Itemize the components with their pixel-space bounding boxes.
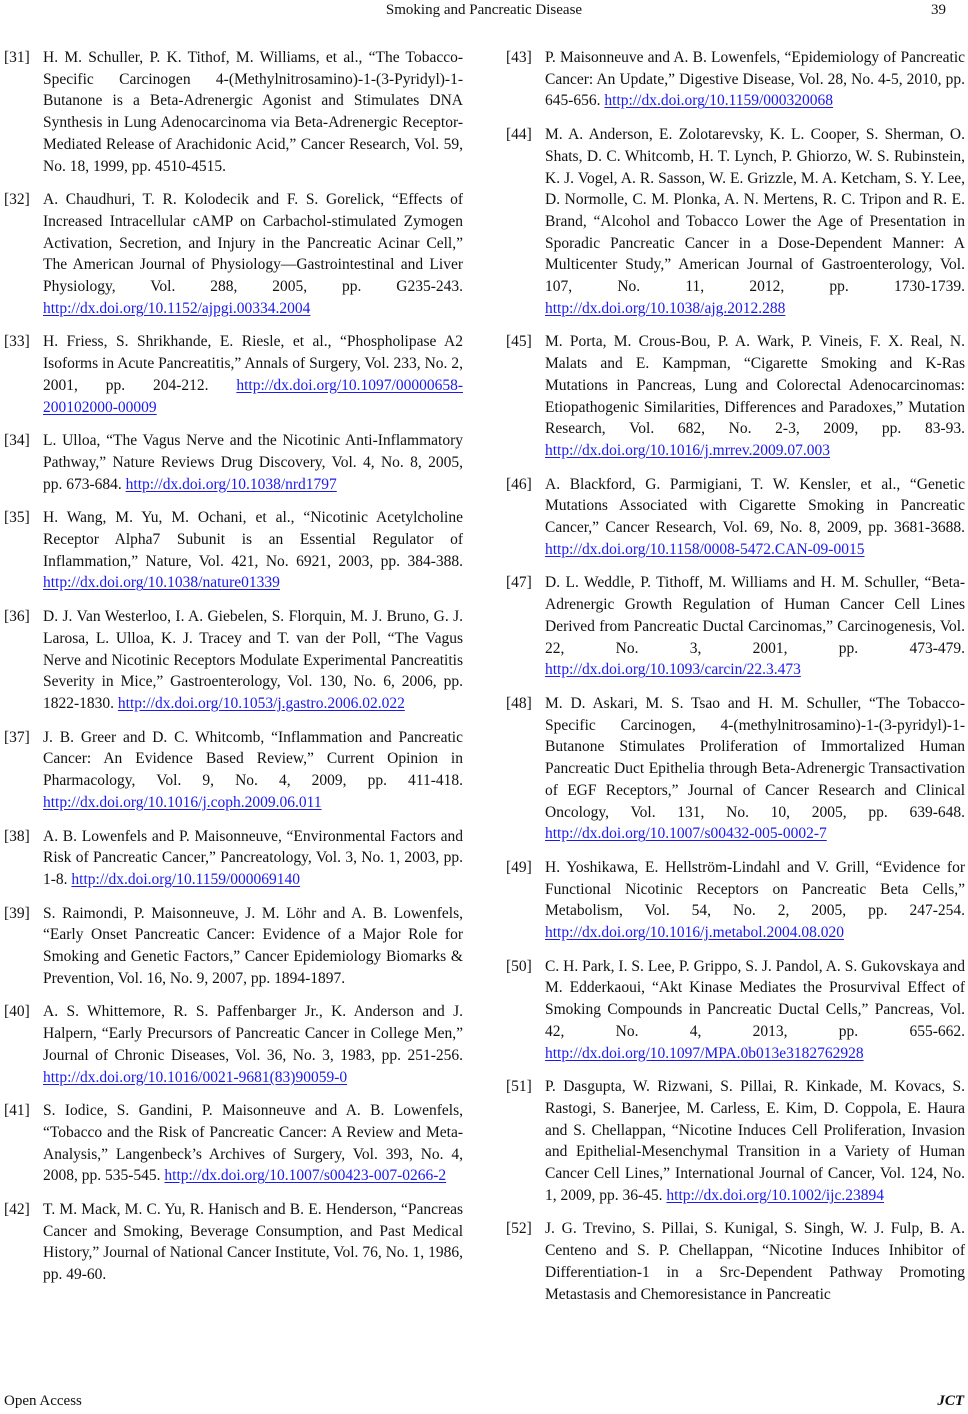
reference-text: M. Porta, M. Crous-Bou, P. A. Wark, P. Vineis, F. X. Real, N. Malats and E. Kampman, “Cigarette Smoking and K-Ras Mutations in Pancreas, Lung and Colorectal Adenocarcinomas: Etiopathogenic Similarities, Differences and Paradoxes,” Mutation Research, Vol. 682, No. 2-3, 2009, pp. 83-93.	[545, 333, 965, 438]
reference-doi-link[interactable]: http://dx.doi.org/10.1159/000069140	[71, 870, 301, 888]
reference-text: H. Friess, S. Shrikhande, E. Riesle, et al., “Phospholipase A2 Isoforms in Acute Pancreatitis,” Annals of Surgery, Vol. 233, No. 2, 2001, pp. 204-212.	[43, 333, 463, 394]
reference-doi-link[interactable]: http://dx.doi.org/10.1038/nature01339	[43, 574, 280, 592]
reference-number: [34]	[4, 432, 30, 450]
reference-text: P. Dasgupta, W. Rizwani, S. Pillai, R. Kinkade, M. Kovacs, S. Rastogi, S. Banerjee, M. Carless, E. Kim, D. Coppola, E. Haura and S. Chellappan, “Nicotine Induces Cell Proliferation, Invasion and Epithelial-Mesenchymal Transition in a Variety of Human Cancer Cell Lines,” International Journal of Cancer, Vol. 124, No. 1, 2009, pp. 36-45.	[545, 1078, 965, 1204]
reference-number: [51]	[506, 1078, 532, 1096]
reference-number: [45]	[506, 333, 532, 351]
reference-item	[4, 727, 463, 814]
reference-item	[4, 1100, 463, 1187]
reference-item	[4, 1199, 463, 1286]
reference-text: H. M. Schuller, P. K. Tithof, M. Williams, et al., “The Tobacco-Specific Carcinogen 4-(Methylnitrosamino)-1-(3-Pyridyl)-1-Butanone is a Beta-Adrenergic Agonist and Stimulates DNA Synthesis in Lung Adenocarcinoma via Beta-Adrenergic Receptor-Mediated Release of Arachidonic Acid,” Cancer Research, Vol. 59, No. 18, 1999, pp. 4510-4515.	[43, 49, 463, 175]
reference-text: D. L. Weddle, P. Tithoff, M. Williams and H. M. Schuller, “Beta-Adrenergic Growth Regulation of Human Cancer Cell Lines Derived from Pancreatic Ductal Carcinomas,” Carcinogenesis, Vol. 22, No. 3, 2001, pp. 473-479.	[545, 574, 965, 657]
reference-item	[506, 857, 965, 944]
page-footer	[0, 1390, 968, 1414]
reference-text: H. Yoshikawa, E. Hellström-Lindahl and V. Grill, “Evidence for Functional Nicotinic Receptors on Pancreatic Beta Cells,” Metabolism, Vol. 54, No. 2, 2005, pp. 247-254.	[545, 858, 965, 920]
reference-item	[4, 1001, 463, 1088]
reference-text: P. Maisonneuve and A. B. Lowenfels, “Epidemiology of Pancreatic Cancer: An Update,” Digestive Disease, Vol. 28, No. 4-5, 2010, pp. 645-656.	[545, 49, 965, 110]
reference-doi-link[interactable]: http://dx.doi.org/10.1016/j.metabol.2004.08.020	[545, 924, 844, 942]
reference-number: [46]	[506, 475, 532, 493]
reference-doi-link[interactable]: http://dx.doi.org/10.1038/nrd1797	[125, 475, 337, 493]
reference-item	[4, 331, 463, 418]
reference-doi-link[interactable]: http://dx.doi.org/10.1016/j.coph.2009.06.011	[43, 793, 322, 811]
reference-doi-link[interactable]: http://dx.doi.org/10.1002/ijc.23894	[666, 1186, 884, 1204]
reference-item	[506, 474, 965, 561]
reference-item	[506, 1218, 965, 1305]
reference-text: C. H. Park, I. S. Lee, P. Grippo, S. J. Pandol, A. S. Gukovskaya and M. Edderkaoui, “Akt Kinase Mediates the Prosurvival Effect of Smoking Compounds in Pancreatic Ductal Cells,” Pancreas, Vol. 42, No. 4, 2013, pp. 655-662.	[545, 957, 965, 1040]
reference-item	[4, 903, 463, 990]
reference-text: M. A. Anderson, E. Zolotarevsky, K. L. Cooper, S. Sherman, O. Shats, D. C. Whitcomb, H. T. Lynch, P. Ghiorzo, W. S. Rubinstein, K. J. Vogel, A. R. Sasson, W. E. Grizzle, M. A. Ketcham, S. Y. Lee, D. Normolle, C. M. Plonka, A. N. Mertens, R. C. Tripon and R. E. Brand, “Alcohol and Tobacco Lower the Age of Presentation in Sporadic Pancreatic Cancer in a Dose-Dependent Manner: A Multicenter Study,” American Journal of Gastroenterology, Vol. 107, No. 11, 2012, pp. 1730-1739.	[545, 126, 965, 296]
reference-item	[4, 606, 463, 715]
references-column-right	[506, 47, 965, 1317]
reference-doi-link[interactable]: http://dx.doi.org/10.1158/0008-5472.CAN-09-0015	[545, 540, 865, 558]
reference-doi-link[interactable]: http://dx.doi.org/10.1152/ajpgi.00334.2004	[43, 299, 311, 317]
reference-number: [36]	[4, 608, 30, 626]
reference-number: [50]	[506, 957, 532, 975]
reference-text: H. Wang, M. Yu, M. Ochani, et al., “Nicotinic Acetylcholine Receptor Alpha7 Subunit is an Essential Regulator of Inflammation,” Nature, Vol. 421, No. 6921, 2003, pp. 384-388.	[43, 509, 463, 570]
reference-doi-link[interactable]: http://dx.doi.org/10.1097/MPA.0b013e3182762928	[545, 1044, 864, 1062]
reference-text: L. Ulloa, “The Vagus Nerve and the Nicotinic Anti-Inflammatory Pathway,” Nature Reviews Drug Discovery, Vol. 4, No. 8, 2005, pp. 673-684.	[43, 432, 463, 493]
reference-text: A. Chaudhuri, T. R. Kolodecik and F. S. Gorelick, “Effects of Increased Intracellular cAMP on Carbachol-stimulated Zymogen Activation, Secretion, and Injury in the Pancreatic Acinar Cell,” The American Journal of Physiology—Gastrointestinal and Liver Physiology, Vol. 288, 2005, pp. G235-243.	[43, 191, 463, 296]
reference-number: [31]	[4, 49, 30, 66]
reference-doi-link[interactable]: http://dx.doi.org/10.1053/j.gastro.2006.02.022	[117, 694, 405, 712]
reference-number: [49]	[506, 858, 532, 876]
footer-open-access: Open Access	[4, 1393, 82, 1409]
reference-number: [52]	[506, 1220, 532, 1238]
reference-doi-link[interactable]: http://dx.doi.org/10.1159/000320068	[604, 92, 834, 110]
reference-item	[4, 826, 463, 891]
reference-item	[4, 507, 463, 594]
reference-number: [38]	[4, 827, 30, 845]
reference-number: [47]	[506, 574, 532, 592]
reference-doi-link[interactable]: http://dx.doi.org/10.1038/ajg.2012.288	[545, 299, 786, 317]
reference-item	[4, 189, 463, 319]
reference-text: M. D. Askari, M. S. Tsao and H. M. Schuller, “The Tobacco-Specific Carcinogen, 4-(methylnitrosamino)-1-(3-pyridyl)-1-Butanone Stimulates Proliferation of Immortalized Human Pancreatic Duct Epithelia through Beta-Adrenergic Transactivation of EGF Receptors,” Journal of Cancer Research and Clinical Oncology, Vol. 131, No. 10, 2005, pp. 639-648.	[545, 694, 965, 821]
reference-number: [40]	[4, 1003, 30, 1021]
reference-item	[506, 47, 965, 112]
reference-text: A. S. Whittemore, R. S. Paffenbarger Jr., K. Anderson and J. Halpern, “Early Precursors of Pancreatic Cancer in College Men,” Journal of Chronic Diseases, Vol. 36, No. 3, 1983, pp. 251-256.	[43, 1003, 463, 1064]
reference-number: [43]	[506, 49, 532, 66]
reference-text: J. G. Trevino, S. Pillai, S. Kunigal, S. Singh, W. J. Fulp, B. A. Centeno and S. P. Chellappan, “Nicotine Induces Inhibitor of Differentiation-1 in a Src-Dependent Pathway Promoting Metastasis and Chemoresistance in Pancreatic	[545, 1220, 965, 1303]
reference-item	[506, 1076, 965, 1206]
running-head	[0, 0, 968, 22]
reference-doi-link[interactable]: http://dx.doi.org/10.1007/s00432-005-0002-7	[545, 825, 827, 843]
reference-item	[506, 124, 965, 319]
reference-number: [41]	[4, 1102, 30, 1120]
reference-item	[506, 572, 965, 681]
reference-text: A. Blackford, G. Parmigiani, T. W. Kensler, et al., “Genetic Mutations Associated with Cigarette Smoking in Pancreatic Cancer,” Cancer Research, Vol. 69, No. 8, 2009, pp. 3681-3688.	[545, 475, 965, 537]
reference-number: [33]	[4, 333, 30, 351]
reference-item	[506, 693, 965, 845]
reference-doi-link[interactable]: http://dx.doi.org/10.1097/00000658-200102000-00009	[43, 376, 463, 416]
reference-doi-link[interactable]: http://dx.doi.org/10.1016/j.mrrev.2009.07.003	[545, 441, 831, 459]
reference-text: S. Iodice, S. Gandini, P. Maisonneuve and A. B. Lowenfels, “Tobacco and the Risk of Pancreatic Cancer: A Review and Meta-Analysis,” Langenbeck’s Archives of Surgery, Vol. 393, No. 4, 2008, pp. 535-545.	[43, 1102, 463, 1185]
reference-number: [37]	[4, 728, 30, 746]
reference-text: J. B. Greer and D. C. Whitcomb, “Inflammation and Pancreatic Cancer: An Evidence Based Review,” Current Opinion in Pharmacology, Vol. 9, No. 4, 2009, pp. 411-418.	[43, 728, 463, 790]
reference-number: [44]	[506, 126, 532, 144]
reference-number: [42]	[4, 1201, 30, 1219]
reference-item	[506, 331, 965, 461]
reference-number: [39]	[4, 904, 30, 922]
page-number: 39	[931, 2, 946, 18]
reference-number: [35]	[4, 509, 30, 527]
reference-doi-link[interactable]: http://dx.doi.org/10.1016/0021-9681(83)90059-0	[43, 1068, 348, 1086]
reference-item	[4, 47, 463, 177]
running-title: Smoking and Pancreatic Disease	[385, 2, 583, 18]
reference-doi-link[interactable]: http://dx.doi.org/10.1007/s00423-007-0266-2	[164, 1167, 447, 1185]
reference-text: T. M. Mack, M. C. Yu, R. Hanisch and B. E. Henderson, “Pancreas Cancer and Smoking, Beverage Consumption, and Past Medical History,” Journal of National Cancer Institute, Vol. 76, No. 1, 1986, pp. 49-60.	[43, 1201, 463, 1284]
reference-doi-link[interactable]: http://dx.doi.org/10.1093/carcin/22.3.473	[545, 661, 801, 679]
reference-text: A. B. Lowenfels and P. Maisonneuve, “Environmental Factors and Risk of Pancreatic Cancer,” Pancreatology, Vol. 3, No. 1, 2003, pp. 1-8.	[43, 827, 463, 888]
reference-text: S. Raimondi, P. Maisonneuve, J. M. Löhr and A. B. Lowenfels, “Early Onset Pancreatic Cancer: Evidence of a Major Role for Smoking and Genetic Factors,” Cancer Epidemiology Biomarks & Prevention, Vol. 16, No. 9, 2007, pp. 1894-1897.	[43, 904, 463, 987]
reference-item	[4, 430, 463, 495]
reference-text: D. J. Van Westerloo, I. A. Giebelen, S. Florquin, M. J. Bruno, G. J. Larosa, L. Ulloa, K. J. Tracey and T. van der Poll, “The Vagus Nerve and Nicotinic Receptors Modulate Experimental Pancreatitis Severity in Mice,” Gastroenterology, Vol. 130, No. 6, 2006, pp. 1822-1830.	[43, 608, 463, 712]
reference-item	[506, 956, 965, 1065]
references-column-left	[4, 47, 463, 1298]
reference-number: [32]	[4, 191, 30, 209]
footer-journal-abbrev: JCT	[937, 1393, 964, 1409]
reference-number: [48]	[506, 694, 532, 712]
